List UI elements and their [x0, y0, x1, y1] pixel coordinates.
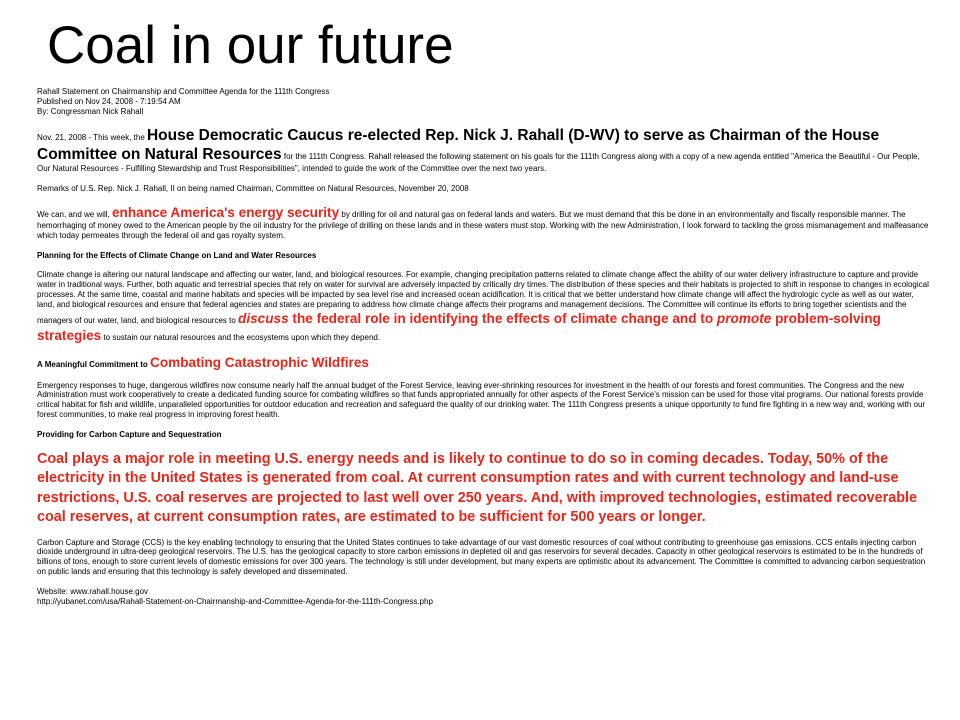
website-line: Website: www.rahall.house.gov: [37, 586, 149, 596]
strategies-highlight: problem-solving strategies: [37, 310, 881, 343]
remarks-line: Remarks of U.S. Rep. Nick J. Rahall, II on being named Chairman, Committee on Natural Resources, November 20, 2008: [37, 184, 469, 194]
wildfire-paragraph: Emergency responses to huge, dangerous wildfires now consume nearly half the annual budget of the Forest Service, leaving ever-shrinking resources for investment in the health of our forests and forest communities. The Congress and the new Administration must work cooperatively to create a dedicated funding source for combating wildfires so that funds appropriated annually for other aspects of the Forest Service's mission can be used for those vital programs. Our national forests provide critical habitat for fish and wildlife, unparalleled opportunities for outdoor education and recreation and safeguard the quality of our drinking water. The 111th Congress presents a unique opportunity to fund fire fighting in a new way and, working with our forest communities, to make real progress in improving forest health.: [37, 380, 926, 419]
intro-paragraph: Nov. 21, 2008 - This week, the House Democratic Caucus re-elected Rep. Nick J. Rahall (D-WV) to serve as Chairman of the House Committee on Natural Resources for the 111th Congress. Rahall released the following statement on his goals for the 111th Congress along with a copy of a new agenda entitled "America the Beautiful - Our People, Our Natural Resources - Fulfilling Stewardship and Trust Responsibilities", intended to guide the work of the Committee over the next two years.: [37, 127, 920, 174]
discuss-highlight: discuss: [238, 310, 289, 326]
energy-paragraph: We can, and we will, enhance America's energy security by drilling for oil and natural gas on federal lands and waters. But we must demand that this be done in an environmentally and fiscally responsible manner. The hemorrhaging of money owed to the American people by the oil industry for the privilege of drilling on these lands and in these waters must stop. Working with the new Administration, I look forward to tackling the gross mismanagement and malfeasance which today permeates through the federal oil and gas royalty system.: [37, 204, 929, 240]
promote-highlight: promote: [716, 310, 772, 326]
article-headline: Rahall Statement on Chairmanship and Committee Agenda for the 111th Congress: [37, 87, 330, 96]
carbon-heading: Providing for Carbon Capture and Sequestration: [37, 429, 222, 439]
slide-title: Coal in our future: [47, 16, 454, 75]
article-body: [37, 87, 929, 606]
climate-paragraph: Climate change is altering our natural landscape and affecting our water, land, and biological resources. For example, changing precipitation patterns related to climate change affect the ability of our water delivery infrastructure to capture and provide water in traditional ways. Further, both aquatic and terrestrial species that rely on water for survival are adversely impacted by critically dry times. The distribution of these species and their habitats is projected to shift in response to changes in ecological processes. At the same time, coastal and marine habitats and species will be impacted by sea level rise and increased ocean acidification. It is critical that we better understand how climate change will affect the hydrologic cycle as well as our water, land, and biological resources and ensure that federal agencies and states are preparing to address how climate change affects their programs and management decisions. The Committee will continue its efforts to bring together scientists and the managers of our water, land, and biological resources to discuss the federal role in identifying the effects of climate change and to promote problem-solving strategies to sustain our natural resources and the ecosystems upon which they depend.: [37, 270, 929, 343]
wildfire-heading: A Meaningful Commitment to Combating Catastrophic Wildfires: [37, 354, 369, 370]
wildfire-highlight: Combating Catastrophic Wildfires: [150, 354, 369, 370]
federal-role-highlight: the federal role in identifying the effects of climate change and to: [288, 310, 717, 326]
publish-date: Published on Nov 24, 2008 - 7:19:54 AM: [37, 96, 181, 106]
source-url: http://yubanet.com/usa/Rahall-Statement-on-Chairmanship-and-Committee-Agenda-for-the-111th-Congress.php: [37, 596, 433, 606]
byline: By: Congressman Nick Rahall: [37, 106, 144, 116]
ccs-paragraph: Carbon Capture and Storage (CCS) is the key enabling technology to ensuring that the United States continues to take advantage of our vast domestic resources of coal without contributing to greenhouse gas emissions. CCS entails injecting carbon dioxide underground in ultra-deep geological reservoirs. The U.S. has the geological capacity to store carbon emissions in depleted oil and gas reservoirs for several decades. Capacity in other geological reservoirs is estimated to be in the hundreds of billions of tons, enough to store current levels of domestic emissions for over 300 years. The technology is still under development, but many experts are optimistic about its advancement. The Committee is committed to advancing carbon sequestration on public lands and ensuring that this technology is safely developed and disseminated.: [37, 537, 926, 576]
caucus-highlight: House Democratic Caucus re-elected Rep. Nick J. Rahall (D-WV) to serve as Chairman of the House Committee on Natural Resources: [37, 127, 880, 164]
climate-heading: Planning for the Effects of Climate Change on Land and Water Resources: [37, 250, 317, 260]
coal-statement: Coal plays a major role in meeting U.S. energy needs and is likely to continue to do so in coming decades. Today, 50% of the electricity in the United States is generated from coal. At current consumption rates and with current technology and land-use restrictions, U.S. coal reserves are projected to last well over 250 years. And, with improved technologies, estimated recoverable coal reserves, at current consumption rates, are estimated to be sufficient for 500 years or longer.: [37, 450, 918, 526]
energy-security-highlight: enhance America's energy security: [112, 204, 340, 220]
